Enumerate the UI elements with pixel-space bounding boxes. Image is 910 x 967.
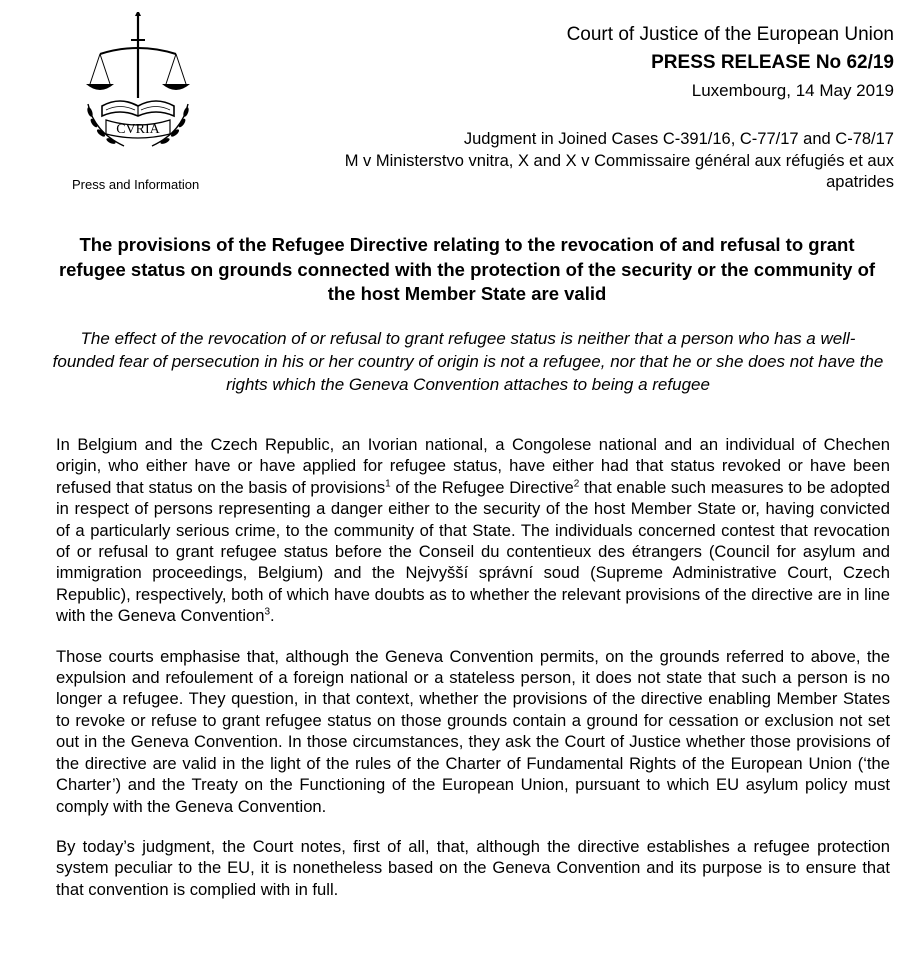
curia-logo bbox=[80, 12, 210, 162]
paragraph-2: Those courts emphasise that, although the Geneva Convention permits, on the grounds referred to above, the expulsion and refoulement of a foreign national or a stateless person, it does not state that such a person is no longer a refugee. They question, in that context, whether the provisions of the directive enabling Member States to revoke or refuse to grant refugee status on those grounds contain a ground for cessation or exclusion not set out in the Geneva Convention. In those circumstances, they ask the Court of Justice whether those provisions of the directive are valid in the light of the rules of the Charter of Fundamental Rights of the European Union (‘the Charter’) and the Treaty on the Functioning of the European Union, pursuant to which EU asylum policy must comply with the Geneva Convention. bbox=[56, 646, 890, 816]
paragraph-1-part-4: . bbox=[270, 606, 275, 626]
logo-text: CVRIA bbox=[116, 122, 160, 137]
paragraph-1-part-2: of the Refugee Directive bbox=[390, 477, 574, 497]
scales-of-justice-icon bbox=[80, 12, 210, 162]
paragraph-3: By today’s judgment, the Court notes, first of all, that, although the directive establishes a refugee protection system peculiar to the EU, it is nonetheless based on the Geneva Convention and its purpose is to ensure that that convention is complied with in full. bbox=[56, 836, 890, 899]
press-release-number: PRESS RELEASE No 62/19 bbox=[651, 52, 894, 73]
press-release-title: The provisions of the Refugee Directive relating to the revocation of and refusal to grant refugee status on grounds connected with the protection of the security or the community of the host Member State are valid bbox=[58, 234, 876, 304]
place-date: Luxembourg, 14 May 2019 bbox=[691, 81, 894, 100]
footnote-ref-3[interactable]: 3 bbox=[264, 606, 271, 618]
footnote-ref-2[interactable]: 2 bbox=[573, 478, 580, 490]
judgment-line-3: apatrides bbox=[826, 173, 894, 191]
judgment-line-2: M v Ministerstvo vnitra, X and X v Commissaire général aux réfugiés et aux bbox=[344, 151, 894, 170]
judgment-reference bbox=[244, 129, 894, 194]
paragraph-1-part-1: In Belgium and the Czech Republic, an Ivorian national, a Congolese national and an individual of Chechen origin, who either have or have applied for refugee status, have either had that status revoked or have been refused that status on the basis of provisions bbox=[56, 435, 890, 497]
footnote-ref-1[interactable]: 1 bbox=[385, 478, 391, 490]
body-text bbox=[56, 434, 890, 919]
court-name: Court of Justice of the European Union bbox=[566, 24, 894, 45]
press-and-information-label: Press and Information bbox=[72, 177, 200, 192]
judgment-line-1: Judgment in Joined Cases C-391/16, C-77/17 and C-78/17 bbox=[463, 130, 894, 148]
header-right-block bbox=[334, 22, 894, 104]
paragraph-1 bbox=[56, 434, 890, 627]
press-release-subtitle: The effect of the revocation of or refusal to grant refugee status is neither that a person who has a well-founded fear of persecution in his or her country of origin is not a refugee, nor that he or she does not have the rights which the Geneva Convention attaches to being a refugee bbox=[52, 329, 884, 394]
paragraph-1-part-3: that enable such measures to be adopted in respect of persons representing a danger either to the security of the host Member State or, having convicted of a particularly serious crime, to the community of that State. The individuals concerned contest that revocation of or refusal to grant refugee status before the Conseil du contentieux des étrangers (Council for asylum and immigration proceedings, Belgium) and the Nejvyšší správní soud (Supreme Administrative Court, Czech Republic), respectively, both of which have doubts as to whether the relevant provisions of the directive are in line with the Geneva Convention bbox=[56, 477, 891, 626]
